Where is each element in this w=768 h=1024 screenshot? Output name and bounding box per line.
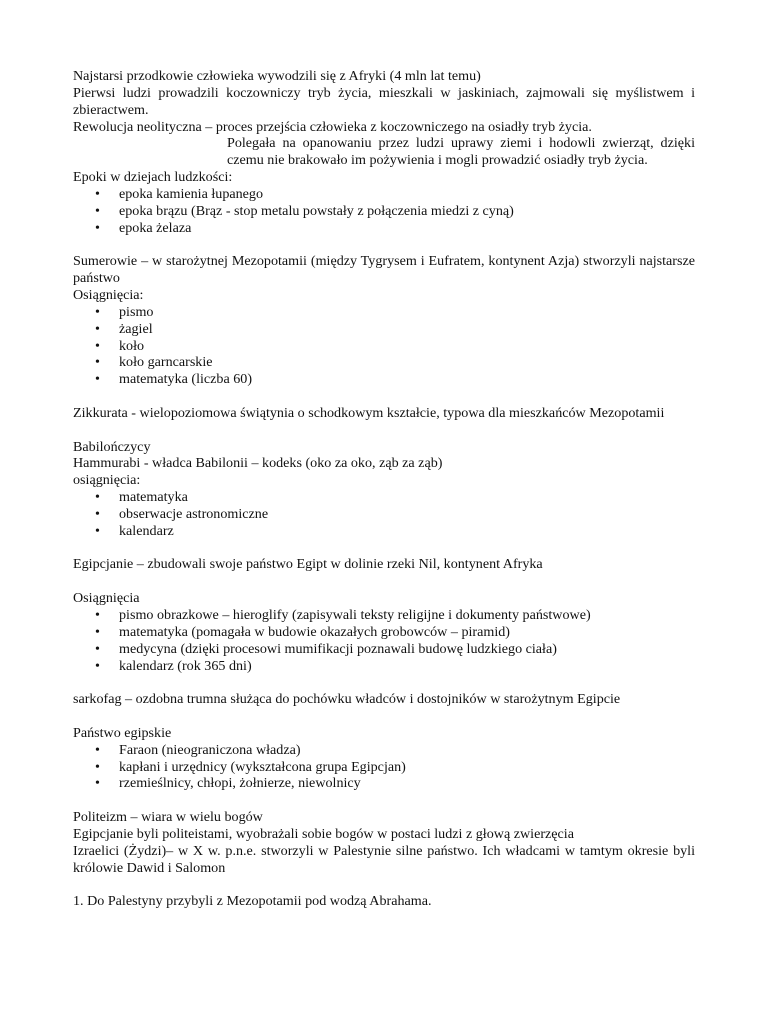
egyptian-achievements-heading: Osiągnięcia: [73, 590, 140, 607]
bullet-icon: •: [95, 758, 100, 775]
spacer: [73, 388, 695, 405]
israelites-paragraph: Izraelici (Żydzi)– w X w. p.n.e. stworzyli w Palestynie silne państwo. Ich władcami w tamtym okresie byli królowie Dawid i Salomon: [73, 842, 695, 876]
list-item-text: pismo: [119, 303, 154, 320]
egyptians-paragraph: Egipcjanie – zbudowali swoje państwo Egipt w dolinie rzeki Nil, kontynent Afryka: [73, 556, 543, 573]
list-item-text: kalendarz (rok 365 dni): [119, 657, 252, 674]
list-item-text: matematyka: [119, 489, 188, 506]
list-item: [73, 523, 695, 540]
babylonian-achievements-list: [73, 489, 695, 540]
bullet-icon: •: [95, 741, 100, 758]
egyptian-achievements-list: [73, 607, 695, 674]
egyptian-state-list: [73, 742, 695, 793]
ziggurat-paragraph: Zikkurata - wielopoziomowa świątynia o schodkowym kształcie, typowa dla mieszkańców Mezopotamii: [73, 404, 665, 421]
spacer: [73, 236, 695, 253]
nomads-paragraph: Pierwsi ludzi prowadzili koczowniczy tryb życia, mieszkali w jaskiniach, zajmowali się myślistwem i zbieractwem.: [73, 84, 695, 118]
spacer: [73, 422, 695, 439]
list-item: [73, 220, 695, 237]
egyptian-gods-line: Egipcjanie byli politeistami, wyobrażali sobie bogów w postaci ludzi z głową zwierzęcia: [73, 825, 574, 842]
bullet-icon: •: [95, 640, 100, 657]
list-item-text: medycyna (dzięki procesowi mumifikacji poznawali budowę ludzkiego ciała): [119, 640, 557, 657]
list-item: [73, 742, 695, 759]
bullet-icon: •: [95, 657, 100, 674]
sumerian-achievements-list: [73, 304, 695, 388]
bullet-icon: •: [95, 371, 100, 388]
list-item-text: matematyka (liczba 60): [119, 371, 253, 388]
list-item-text: epoka kamienia łupanego: [119, 185, 264, 202]
bullet-icon: •: [95, 775, 100, 792]
list-item: [73, 304, 695, 321]
spacer: [73, 792, 695, 809]
sumerians-paragraph: Sumerowie – w starożytnej Mezopotamii (między Tygrysem i Eufratem, kontynent Azja) stworzyli najstarsze państwo: [73, 253, 695, 287]
list-item: [73, 607, 695, 624]
babylonian-achievements-heading: osiągnięcia:: [73, 472, 141, 489]
polytheism-line: Politeizm – wiara w wielu bogów: [73, 809, 263, 826]
list-item-text: koło: [119, 337, 145, 354]
bullet-icon: •: [95, 354, 100, 371]
list-item-text: koło garncarskie: [119, 354, 213, 371]
list-item: [73, 624, 695, 641]
sumerian-achievements-heading: Osiągnięcia:: [73, 286, 144, 303]
bullet-icon: •: [95, 522, 100, 539]
list-item-text: kapłani i urzędnicy (wykształcona grupa Egipcjan): [119, 758, 406, 775]
list-item-text: kalendarz: [119, 522, 174, 539]
list-item-text: rzemieślnicy, chłopi, żołnierze, niewolnicy: [119, 775, 361, 792]
list-item-text: epoka brązu (Brąz - stop metalu powstały z połączenia miedzi z cyną): [119, 202, 514, 219]
list-item: [73, 186, 695, 203]
hammurabi-line: Hammurabi - władca Babilonii – kodeks (oko za oko, ząb za ząb): [73, 455, 443, 472]
list-item-text: matematyka (pomagała w budowie okazałych grobowców – piramid): [119, 623, 510, 640]
list-item-text: pismo obrazkowe – hieroglify (zapisywali teksty religijne i dokumenty państwowe): [119, 607, 591, 623]
bullet-icon: •: [95, 505, 100, 522]
revolution-line: Rewolucja neolityczna – proces przejścia człowieka z koczowniczego na osiadły tryb życia.: [73, 118, 592, 135]
list-item-text: Faraon (nieograniczona władza): [119, 741, 301, 758]
spacer: [73, 573, 695, 590]
bullet-icon: •: [95, 607, 100, 623]
revolution-continuation: Polegała na opanowaniu przez ludzi uprawy ziemi i hodowli zwierząt, dzięki czemu nie brakowało im pożywienia i mogli prowadzić osiadły tryb życia.: [227, 135, 695, 169]
list-item: [73, 354, 695, 371]
list-item: [73, 489, 695, 506]
spacer: [73, 708, 695, 725]
list-item: [73, 641, 695, 658]
epochs-list: [73, 186, 695, 237]
bullet-icon: •: [95, 185, 100, 202]
bullet-icon: •: [95, 303, 100, 320]
document-body: [73, 68, 695, 910]
intro-line: Najstarsi przodkowie człowieka wywodzili się z Afryki (4 mln lat temu): [73, 68, 481, 84]
list-item: [73, 338, 695, 355]
numbered-item-1: 1. Do Palestyny przybyli z Mezopotamii pod wodzą Abrahama.: [73, 893, 432, 910]
egyptian-state-heading: Państwo egipskie: [73, 724, 172, 741]
spacer: [73, 877, 695, 894]
spacer: [73, 674, 695, 691]
babylonians-heading: Babilończycy: [73, 438, 151, 455]
list-item: [73, 506, 695, 523]
bullet-icon: •: [95, 623, 100, 640]
sarcophagus-paragraph: sarkofag – ozdobna trumna służąca do pochówku władców i dostojników w starożytnym Egipcie: [73, 691, 621, 708]
spacer: [73, 540, 695, 557]
list-item: [73, 775, 695, 792]
bullet-icon: •: [95, 337, 100, 354]
list-item: [73, 203, 695, 220]
epochs-heading: Epoki w dziejach ludzkości:: [73, 169, 233, 186]
bullet-icon: •: [95, 489, 100, 506]
list-item-text: żagiel: [119, 320, 153, 337]
bullet-icon: •: [95, 202, 100, 219]
list-item: [73, 371, 695, 388]
list-item-text: epoka żelaza: [119, 219, 192, 236]
bullet-icon: •: [95, 219, 100, 236]
bullet-icon: •: [95, 320, 100, 337]
list-item: [73, 759, 695, 776]
list-item-text: obserwacje astronomiczne: [119, 505, 269, 522]
list-item: [73, 658, 695, 675]
list-item: [73, 321, 695, 338]
